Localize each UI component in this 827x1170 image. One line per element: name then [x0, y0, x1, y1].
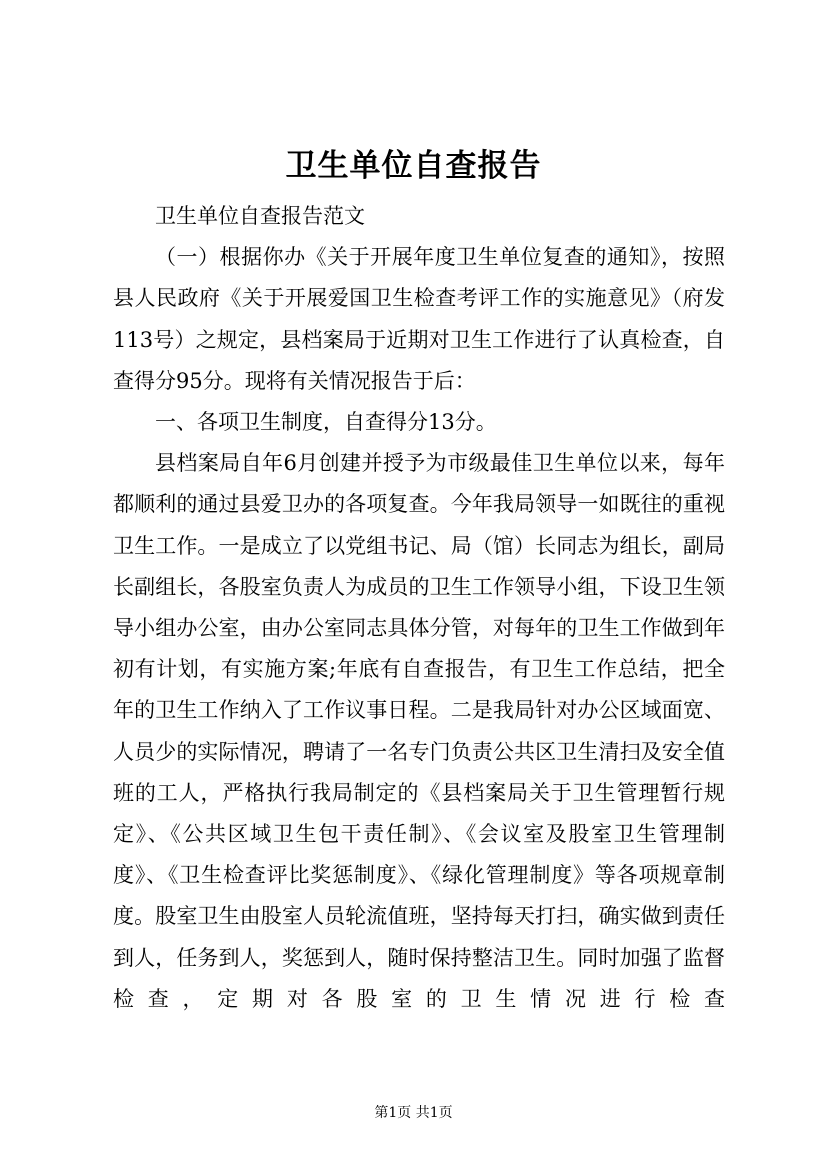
- document-title: 卫生单位自查报告: [285, 148, 542, 184]
- document-body: [113, 196, 725, 1020]
- paragraph-intro: （一）根据你办《关于开展年度卫生单位复查的通知》，按照县人民政府《关于开展爱国卫生检查考评工作的实施意见》（府发113号）之规定，县档案局于近期对卫生工作进行了认真检查，自查得分95分。现将有关情况报告于后：: [113, 245, 725, 393]
- paragraph-subtitle: 卫生单位自查报告范文: [155, 204, 365, 228]
- page-footer: 第1页 共1页: [374, 1105, 453, 1121]
- paragraph-section-body: 县档案局自年6月创建并授予为市级最佳卫生单位以来，每年都顺利的通过县爱卫办的各项复查。今年我局领导一如既往的重视卫生工作。一是成立了以党组书记、局（馆）长同志为组长，副局长副组长，各股室负责人为成员的卫生工作领导小组，下设卫生领导小组办公室，由办公室同志具体分管，对每年的卫生工作做到年初有计划，有实施方案;年底有自查报告，有卫生工作总结，把全年的卫生工作纳入了工作议事日程。二是我局针对办公区域面宽、人员少的实际情况，聘请了一名专门负责公共区卫生清扫及安全值班的工人，严格执行我局制定的《县档案局关于卫生管理暂行规定》、《公共区域卫生包干责任制》、《会议室及股室卫生管理制度》、《卫生检查评比奖惩制度》、《绿化管理制度》等各项规章制度。股室卫生由股室人员轮流值班，坚持每天打扫，确实做到责任到人，任务到人，奖惩到人，随时保持整洁卫生。同时加强了监督检查，定期对各股室的卫生情况进行检查: [113, 451, 725, 1011]
- paragraph-section-heading: 一、各项卫生制度，自查得分13分。: [155, 410, 497, 435]
